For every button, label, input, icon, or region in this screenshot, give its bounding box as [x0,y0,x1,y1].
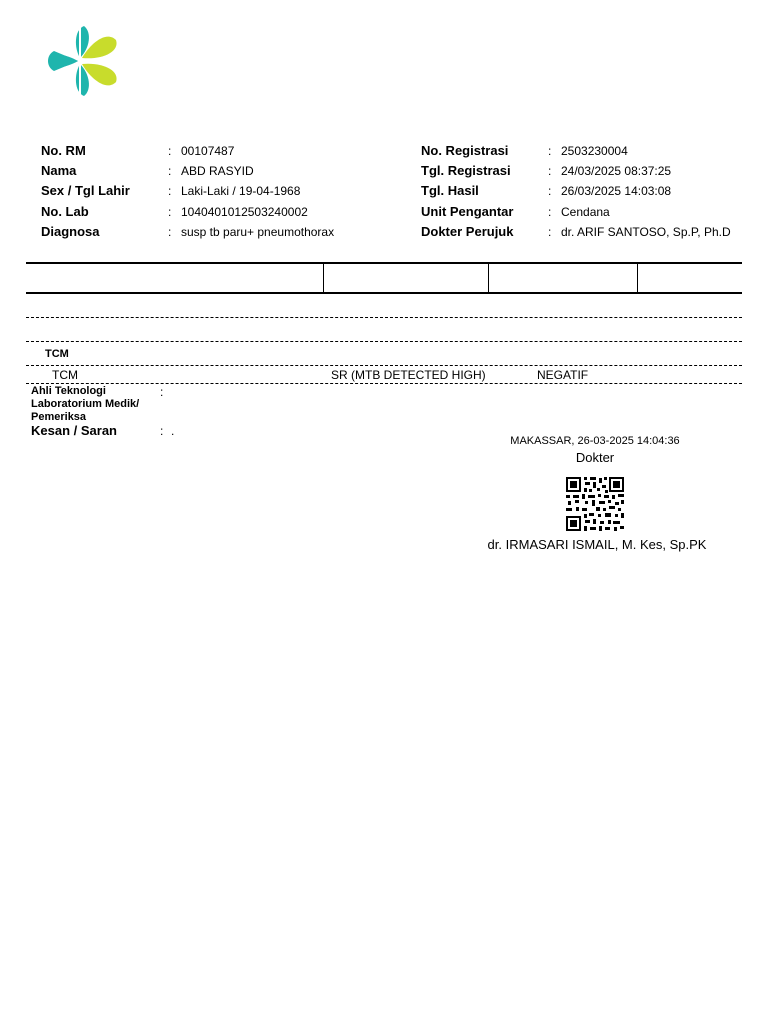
label-no-registrasi: No. Registrasi [421,143,509,158]
colon: : [548,184,552,198]
dashed-divider [26,317,742,318]
colon: : [168,164,172,178]
value-diagnosa: susp tb paru+ pneumothorax [181,225,335,239]
colon: : [160,385,164,399]
colon: : [548,225,552,239]
value-no-rm: 00107487 [181,144,235,158]
label-kesan-saran: Kesan / Saran [31,423,117,438]
label-ahli-teknologi: Ahli Teknologi Laboratorium Medik/ Pemeriksa [31,385,140,423]
table-column-divider [637,263,638,293]
colon: : [168,184,172,198]
result-test-name: TCM [52,368,78,382]
colon: : [168,205,172,219]
value-tgl-registrasi: 24/03/2025 08:37:25 [561,164,672,178]
dashed-divider [26,341,742,342]
label-no-lab: No. Lab [41,204,89,219]
result-reference: NEGATIF [537,368,589,382]
colon: : [548,205,552,219]
label-no-rm: No. RM [41,143,86,158]
colon: : [168,144,172,158]
signature-role: Dokter [575,450,615,465]
table-column-divider [323,263,324,293]
label-unit-pengantar: Unit Pengantar [421,204,514,219]
value-dokter-perujuk: dr. ARIF SANTOSO, Sp.P, Ph.D [561,225,731,239]
label-diagnosa: Diagnosa [41,224,100,239]
label-nama: Nama [41,163,77,178]
table-column-divider [488,263,489,293]
signature-doctor-name: dr. IRMASARI ISMAIL, M. Kes, Sp.PK [487,537,707,552]
table-header-bottom-border [26,292,742,294]
qr-code [565,476,625,532]
label-dokter-perujuk: Dokter Perujuk [421,224,514,239]
dashed-divider [26,365,742,366]
value-nama: ABD RASYID [181,164,254,178]
value-no-registrasi: 2503230004 [561,144,628,158]
label-tgl-registrasi: Tgl. Registrasi [421,163,511,178]
value-sex-tgl-lahir: Laki-Laki / 19-04-1968 [181,184,301,198]
value-kesan-saran: . [171,424,175,438]
value-tgl-hasil: 26/03/2025 14:03:08 [561,184,672,198]
section-title-tcm: TCM [45,348,69,360]
dashed-divider [26,383,742,384]
signature-place-date: MAKASSAR, 26-03-2025 14:04:36 [510,435,680,447]
table-header-top-border [26,262,742,264]
value-no-lab: 1040401012503240002 [181,205,308,219]
colon: : [160,424,164,438]
signature-block [480,435,710,465]
value-unit-pengantar: Cendana [561,205,610,219]
label-tgl-hasil: Tgl. Hasil [421,183,479,198]
label-sex-tgl-lahir: Sex / Tgl Lahir [41,183,130,198]
colon: : [168,225,172,239]
colon: : [548,144,552,158]
institution-logo [44,22,122,100]
result-value: SR (MTB DETECTED HIGH) [331,368,486,382]
colon: : [548,164,552,178]
